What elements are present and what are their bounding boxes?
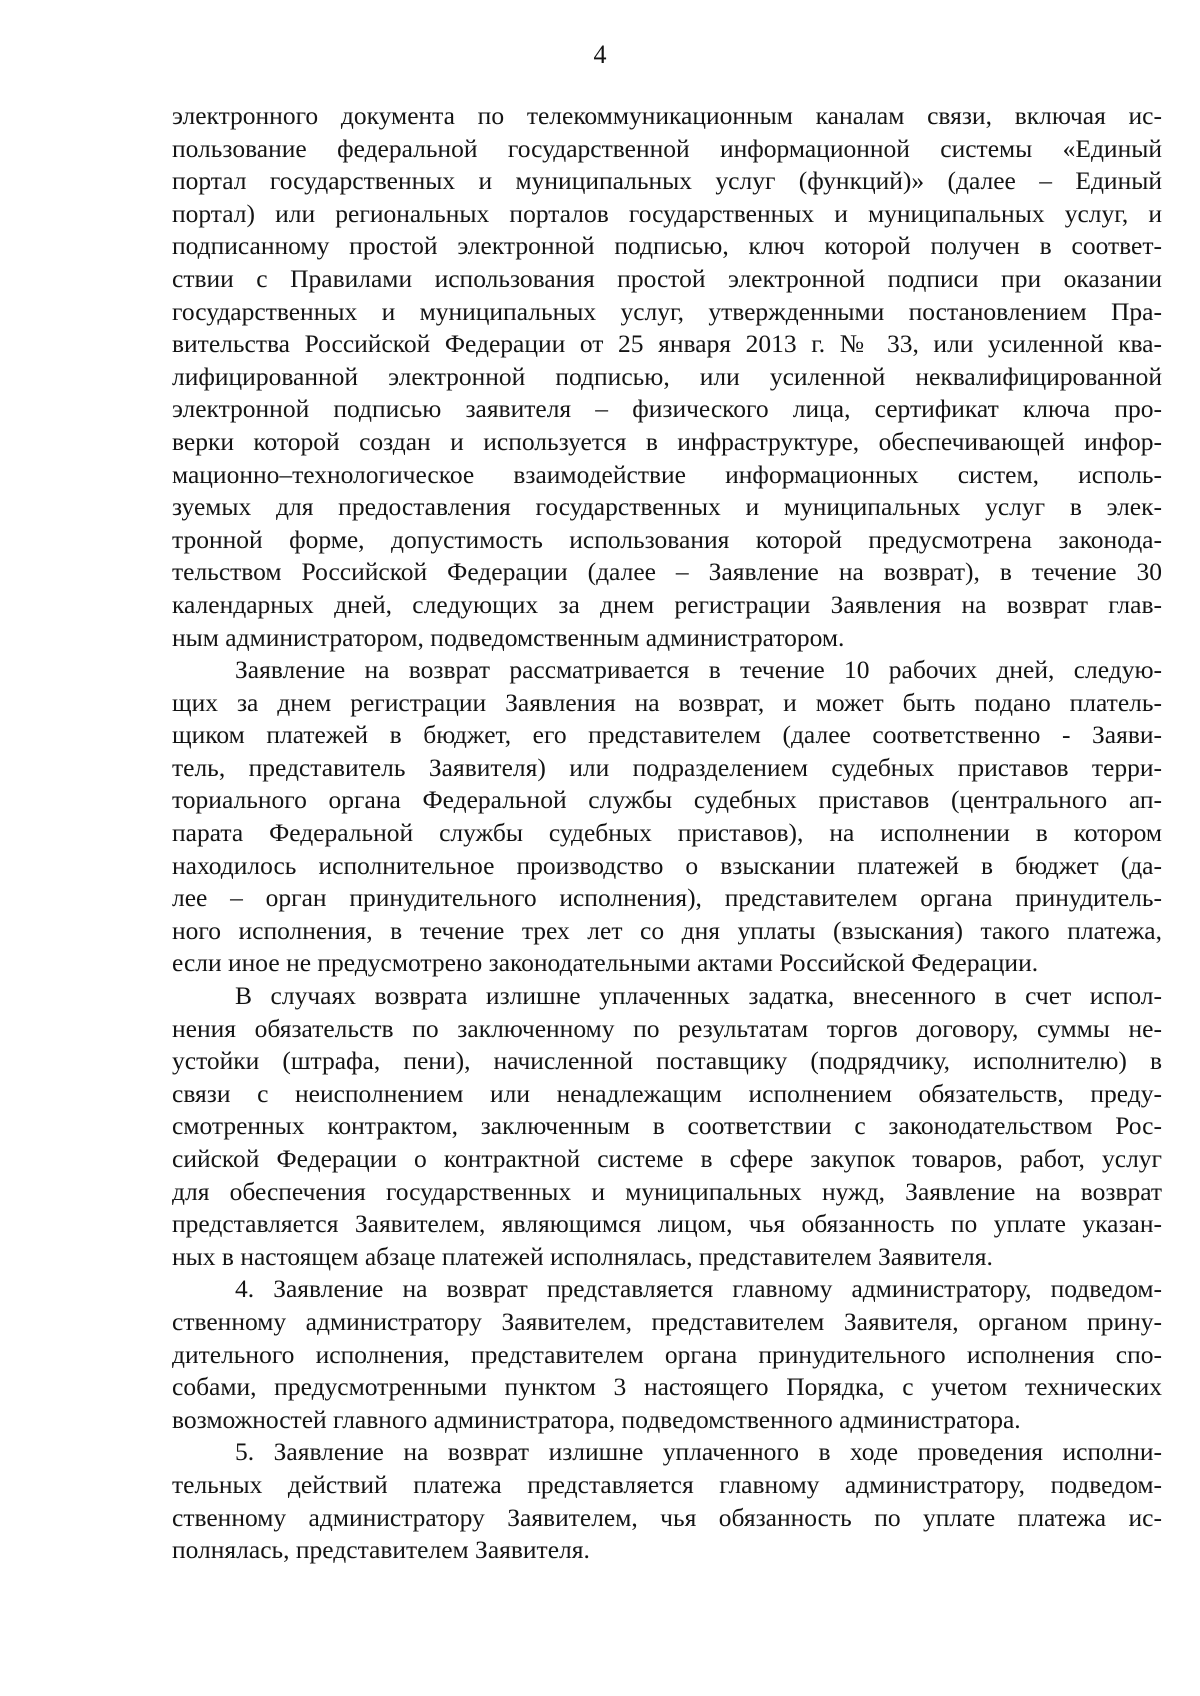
text-line: возможностей главного администратора, подведомственного администратора.	[172, 1404, 1021, 1434]
text-line: представляется Заявителем, являющимся лицом, чья обязанность по уплате указан-	[172, 1209, 1162, 1239]
text-line: ственному администратору Заявителем, представителем Заявителя, органом прину-	[172, 1306, 1162, 1336]
text-line: зуемых для предоставления государственных и муниципальных услуг в элек-	[172, 492, 1162, 522]
text-line: лее – орган принудительного исполнения), представителем органа принудитель-	[172, 883, 1162, 913]
text-line: для обеспечения государственных и муниципальных нужд, Заявление на возврат	[172, 1176, 1162, 1206]
text-line: щиком платежей в бюджет, его представителем (далее соответственно - Заяви-	[172, 720, 1162, 750]
text-line: верки которой создан и используется в инфраструктуре, обеспечивающей инфор-	[172, 426, 1162, 456]
text-line: ным администратором, подведомственным администратором.	[172, 622, 845, 652]
paragraph	[172, 100, 1162, 654]
text-line: тель, представитель Заявителя) или подразделением судебных приставов терри-	[172, 752, 1162, 782]
text-line: тронной форме, допустимость использования которой предусмотрена законода-	[172, 524, 1162, 554]
text-line: пользование федеральной государственной информационной системы «Единый	[172, 133, 1162, 163]
text-line: электронной подписью заявителя – физического лица, сертификат ключа про-	[172, 394, 1162, 424]
text-line: смотренных контрактом, заключенным в соответствии с законодательством Рос-	[172, 1111, 1162, 1141]
text-line: находилось исполнительное производство о взыскании платежей в бюджет (да-	[172, 850, 1162, 880]
text-line: портал государственных и муниципальных услуг (функций)» (далее – Единый	[172, 166, 1162, 196]
text-line: дительного исполнения, представителем органа принудительного исполнения спо-	[172, 1339, 1162, 1369]
text-line: календарных дней, следующих за днем регистрации Заявления на возврат глав-	[172, 589, 1162, 619]
text-line: устойки (штрафа, пени), начисленной поставщику (подрядчику, исполнителю) в	[172, 1046, 1162, 1076]
paragraph	[172, 980, 1162, 1273]
text-line: Заявление на возврат рассматривается в течение 10 рабочих дней, следую-	[235, 655, 1162, 685]
text-line: В случаях возврата излишне уплаченных задатка, внесенного в счет испол-	[235, 981, 1162, 1011]
text-line: вительства Российской Федерации от 25 января 2013 г. № 33, или усиленной ква-	[172, 329, 1162, 359]
text-line: ного исполнения, в течение трех лет со дня уплаты (взыскания) такого платежа,	[172, 915, 1162, 945]
text-line: полнялась, представителем Заявителя.	[172, 1535, 590, 1565]
text-line: нения обязательств по заключенному по результатам торгов договору, суммы не-	[172, 1013, 1162, 1043]
text-line: собами, предусмотренными пунктом 3 настоящего Порядка, с учетом технических	[172, 1372, 1162, 1402]
text-line: подписанному простой электронной подписью, ключ которой получен в соответ-	[172, 231, 1162, 261]
text-line: связи с неисполнением или ненадлежащим исполнением обязательств, преду-	[172, 1078, 1162, 1108]
text-line: ных в настоящем абзаце платежей исполнялась, представителем Заявителя.	[172, 1241, 993, 1271]
text-line: государственных и муниципальных услуг, утвержденными постановлением Пра-	[172, 296, 1162, 326]
text-line: портал) или региональных порталов государственных и муниципальных услуг, и	[172, 198, 1162, 228]
text-line: щих за днем регистрации Заявления на возврат, и может быть подано платель-	[172, 687, 1162, 717]
paragraph	[172, 1436, 1162, 1566]
text-line: парата Федеральной службы судебных приставов), на исполнении в котором	[172, 818, 1162, 848]
text-line: лифицированной электронной подписью, или усиленной неквалифицированной	[172, 361, 1162, 391]
text-line: электронного документа по телекоммуникационным каналам связи, включая ис-	[172, 101, 1162, 130]
text-line: мационно–технологическое взаимодействие информационных систем, исполь-	[172, 459, 1162, 489]
text-line: если иное не предусмотрено законодательными актами Российской Федерации.	[172, 948, 1039, 978]
paragraph	[172, 1273, 1162, 1436]
page-number: 4	[593, 40, 607, 69]
text-line: 5. Заявление на возврат излишне уплаченного в ходе проведения исполни-	[235, 1437, 1162, 1467]
text-line: ственному администратору Заявителем, чья обязанность по уплате платежа ис-	[172, 1502, 1162, 1532]
text-line: 4. Заявление на возврат представляется главному администратору, подведом-	[235, 1274, 1162, 1304]
paragraph	[172, 654, 1162, 980]
text-line: ствии с Правилами использования простой электронной подписи при оказании	[172, 263, 1162, 293]
text-line: ториального органа Федеральной службы судебных приставов (центрального ап-	[172, 785, 1162, 815]
text-line: тельством Российской Федерации (далее – Заявление на возврат), в течение 30	[172, 557, 1162, 587]
text-line: сийской Федерации о контрактной системе в сфере закупок товаров, работ, услуг	[172, 1144, 1162, 1173]
text-line: тельных действий платежа представляется главному администратору, подведом-	[172, 1469, 1162, 1499]
body-text	[172, 100, 1162, 1567]
